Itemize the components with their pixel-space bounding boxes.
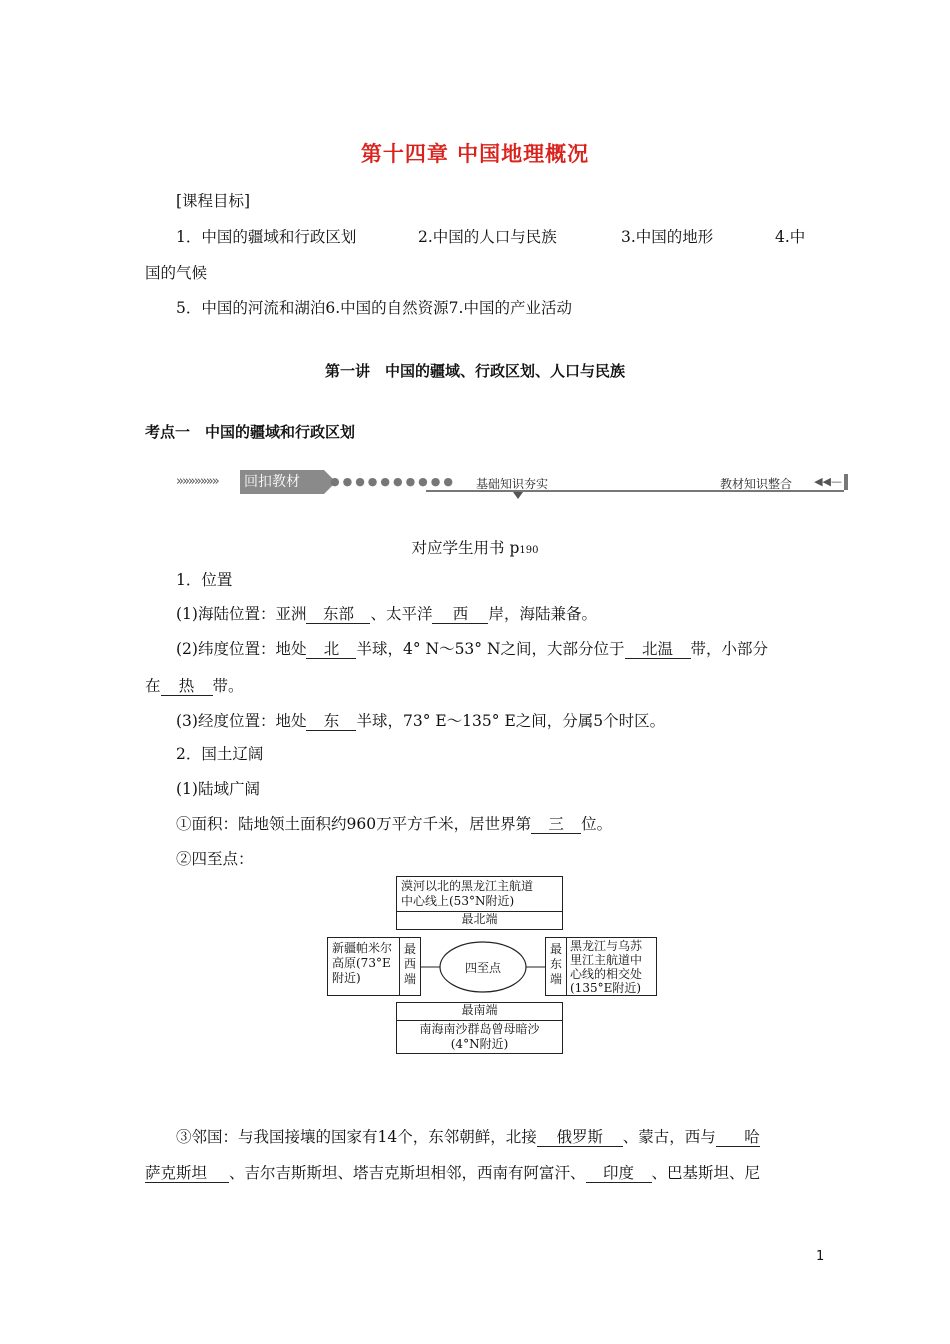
- east-text: 里江主航道中: [570, 953, 643, 967]
- west-label-char: 最: [403, 942, 416, 956]
- east-label-char: 最: [549, 942, 562, 956]
- answer-blank: 北: [306, 640, 356, 659]
- reference-line: [0, 538, 950, 561]
- text: 、太平洋: [370, 605, 433, 623]
- text: 、巴基斯坦、尼: [651, 1164, 761, 1182]
- text: 在: [145, 677, 161, 695]
- north-text: 漠河以北的黑龙江主航道: [401, 879, 534, 893]
- chapter-title: 第十四章 中国地理概况: [360, 142, 590, 166]
- goal-items-5-7: 5．中国的河流和湖泊6.中国的自然资源7.中国的产业活动: [176, 299, 572, 317]
- east-label-char: 东: [549, 957, 562, 971]
- center-label: 四至点: [464, 961, 501, 975]
- east-text: 黑龙江与乌苏: [570, 939, 643, 953]
- banner-right-label: 教材知识整合: [719, 477, 792, 491]
- banner-middle-label: 基础知识夯实: [476, 477, 549, 491]
- longitude-position-line: [176, 711, 665, 731]
- answer-blank: 西: [432, 605, 488, 624]
- goals-label: [课程目标]: [176, 192, 251, 210]
- west-text: 高原(73°E: [332, 956, 391, 970]
- goal-item-4-start: 4.中: [775, 228, 806, 246]
- lecture-title: 第一讲 中国的疆域、行政区划、人口与民族: [324, 362, 625, 380]
- text: 岸，海陆兼备。: [488, 605, 597, 623]
- banner-dots: ●●●●●●●●●●: [330, 475, 456, 488]
- page-number: 1: [816, 1249, 825, 1264]
- goal-item-2: 2.中国的人口与民族: [418, 228, 557, 246]
- text: 、蒙古，西与: [622, 1128, 716, 1146]
- north-label: 最北端: [396, 911, 563, 930]
- extreme-points-label: ②四至点：: [176, 850, 254, 868]
- latitude-position-line: [176, 639, 768, 659]
- answer-blank: 印度: [586, 1164, 652, 1183]
- west-label: [399, 937, 421, 996]
- section-2-heading: 2．国土辽阔: [176, 745, 264, 763]
- west-label-char: 端: [403, 972, 416, 986]
- text: 、吉尔吉斯斯坦、塔吉克斯坦相邻，西南有阿富汗、: [229, 1164, 586, 1182]
- south-extreme-box: [396, 1020, 563, 1054]
- goal-item-3: 3.中国的地形: [621, 228, 714, 246]
- text: 带。: [212, 677, 244, 695]
- answer-blank: 哈: [716, 1128, 760, 1147]
- south-label: 最南端: [396, 1002, 563, 1021]
- east-text: 心线的相交处: [570, 967, 643, 981]
- section-1-heading: 1．位置: [176, 571, 233, 589]
- north-text: 中心线上(53°N附近): [401, 894, 515, 908]
- banner-end-bar: [844, 474, 848, 490]
- neighbors-line: [176, 1127, 760, 1147]
- west-label-char: 西: [403, 957, 416, 971]
- text: 半球，73° E～135° E之间，分属5个时区。: [356, 712, 666, 730]
- banner-pointer-icon: [513, 492, 523, 499]
- east-label: [545, 937, 567, 996]
- reference-page: 190: [519, 545, 539, 556]
- answer-blank: 东: [306, 712, 356, 731]
- text: ③邻国：与我国接壤的国家有14个，东邻朝鲜，北接: [176, 1128, 537, 1146]
- text: 位。: [581, 815, 613, 833]
- banner-back-arrows: ◀◀—: [814, 475, 842, 488]
- text: ①面积：陆地领土面积约960万平方千米，居世界第: [176, 815, 532, 833]
- point-title: 考点一 中国的疆域和行政区划: [145, 423, 356, 441]
- text: (2)纬度位置：地处: [176, 640, 307, 658]
- east-text: (135°E附近): [570, 981, 642, 995]
- text: 带，小部分: [690, 640, 769, 658]
- answer-blank: 北温: [625, 640, 691, 659]
- banner-pill: 回扣教材: [240, 470, 324, 494]
- goal-item-1: 1．中国的疆域和行政区划: [176, 228, 357, 246]
- land-area-subheading: (1)陆域广阔: [176, 780, 260, 798]
- banner-arrows: »»»»»»»: [176, 474, 218, 489]
- text: (3)经度位置：地处: [176, 712, 307, 730]
- text: 半球，4° N～53° N之间，大部分位于: [356, 640, 625, 658]
- answer-blank: 东部: [306, 605, 370, 624]
- answer-blank: 热: [161, 677, 213, 696]
- answer-blank: 萨克斯坦: [145, 1164, 229, 1183]
- east-label-char: 端: [549, 972, 562, 986]
- answer-blank: 三: [531, 815, 581, 834]
- east-extreme-box: [566, 937, 657, 996]
- goal-item-4-end: 国的气候: [145, 264, 208, 282]
- west-text: 新疆帕米尔: [332, 941, 393, 955]
- text: (1)海陆位置：亚洲: [176, 605, 307, 623]
- sea-land-position-line: [176, 604, 597, 624]
- neighbors-line-cont: [145, 1163, 760, 1183]
- north-extreme-box: [396, 876, 563, 912]
- section-banner: [176, 470, 848, 496]
- latitude-position-line-cont: [145, 676, 244, 696]
- answer-blank: 俄罗斯: [537, 1128, 623, 1147]
- area-line: [176, 814, 612, 834]
- west-extreme-box: [327, 937, 400, 996]
- west-text: 附近): [332, 971, 361, 985]
- south-text: 南海南沙群岛曾母暗沙: [419, 1022, 540, 1036]
- south-text: (4°N附近): [450, 1037, 509, 1051]
- reference-text: 对应学生用书 p: [411, 539, 520, 557]
